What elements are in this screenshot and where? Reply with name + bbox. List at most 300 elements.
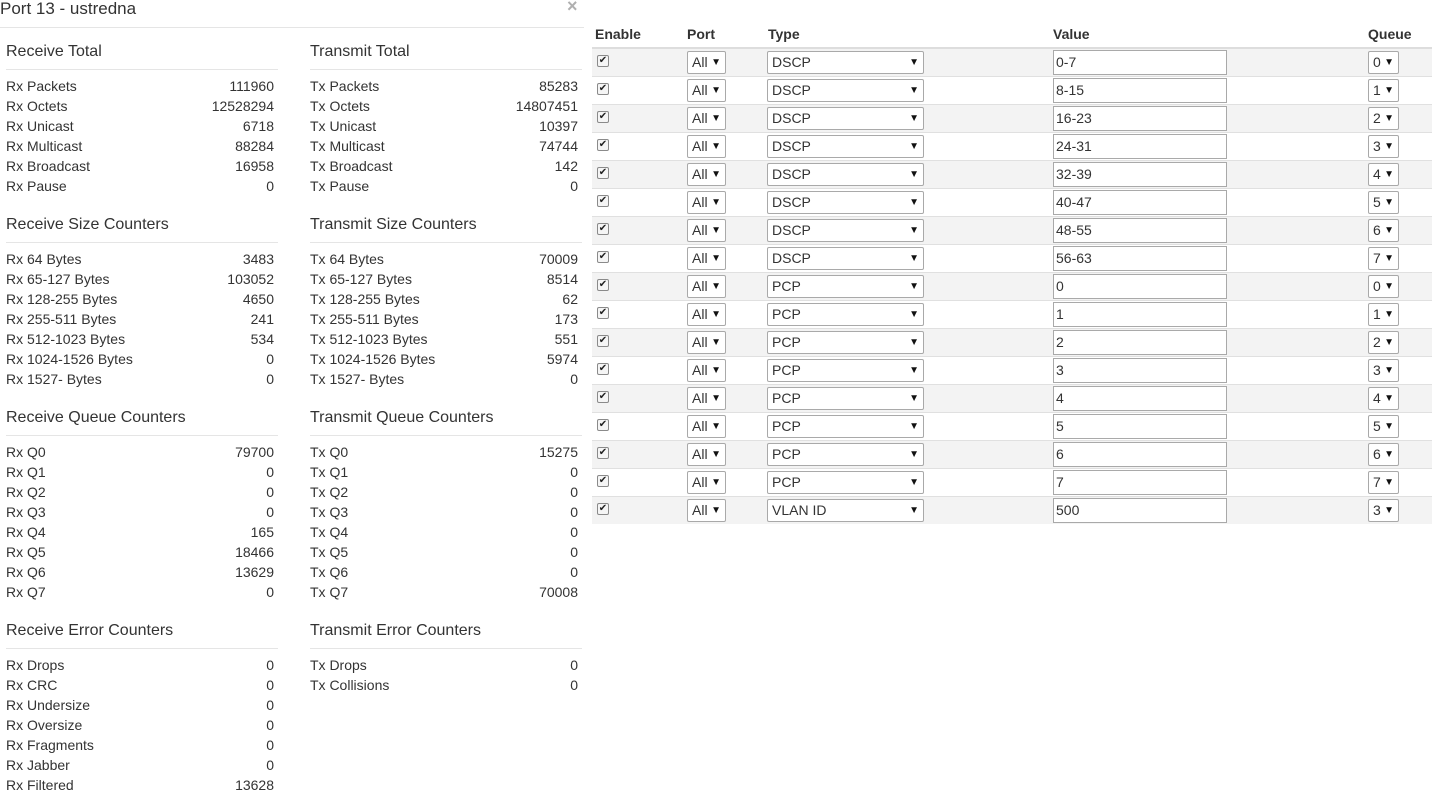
counter-label: Tx Broadcast — [310, 158, 393, 174]
dropdown-arrow-icon: ▼ — [1384, 57, 1394, 68]
counter-label: Tx 128-255 Bytes — [310, 291, 420, 307]
counter-label: Rx Q3 — [6, 504, 46, 520]
section-title: Transmit Total — [310, 42, 582, 70]
counter-row — [310, 442, 578, 462]
counter-value: 13628 — [235, 777, 274, 793]
counter-label: Rx Pause — [6, 178, 67, 194]
queue-select[interactable] — [1368, 163, 1399, 186]
port-select-value: All — [692, 306, 708, 322]
queue-select-value: 5 — [1373, 418, 1381, 434]
counter-row — [6, 76, 274, 96]
counter-value: 15275 — [539, 444, 578, 460]
counter-label: Rx Undersize — [6, 697, 91, 713]
enable-checkbox[interactable]: ✔ — [598, 111, 608, 122]
counter-row — [6, 289, 274, 309]
counter-label: Rx Filtered — [6, 777, 74, 793]
rx-section — [6, 215, 274, 389]
counter-row — [6, 715, 274, 735]
port-select[interactable] — [687, 163, 726, 186]
dropdown-arrow-icon: ▼ — [909, 113, 919, 124]
value-input[interactable]: 48-55 — [1053, 218, 1227, 243]
dropdown-arrow-icon: ▼ — [909, 309, 919, 320]
type-select[interactable] — [767, 499, 924, 522]
queue-select[interactable] — [1368, 79, 1399, 102]
table-row — [592, 468, 1432, 496]
section-title: Receive Error Counters — [6, 621, 278, 649]
table-row — [592, 76, 1432, 104]
dropdown-arrow-icon: ▼ — [711, 85, 721, 96]
dropdown-arrow-icon: ▼ — [909, 197, 919, 208]
enable-checkbox[interactable]: ✔ — [598, 83, 608, 94]
counter-row — [6, 329, 274, 349]
close-icon[interactable]: × — [567, 0, 578, 16]
dropdown-arrow-icon: ▼ — [909, 253, 919, 264]
counter-value: 0 — [570, 564, 578, 580]
dropdown-arrow-icon: ▼ — [711, 169, 721, 180]
port-select[interactable] — [687, 135, 726, 158]
counter-list — [6, 70, 274, 196]
counter-row — [6, 502, 274, 522]
queue-select-value: 6 — [1373, 446, 1381, 462]
dialog-title: Port 13 - ustredna — [0, 0, 137, 18]
enable-checkbox[interactable]: ✔ — [598, 335, 608, 346]
queue-select[interactable] — [1368, 135, 1399, 158]
dropdown-arrow-icon: ▼ — [1384, 421, 1394, 432]
counter-value: 70009 — [539, 251, 578, 267]
type-select[interactable] — [767, 359, 924, 382]
counter-label: Tx Unicast — [310, 118, 377, 134]
counter-list — [310, 70, 578, 196]
queue-select[interactable] — [1368, 107, 1399, 130]
dropdown-arrow-icon: ▼ — [1384, 253, 1394, 264]
enable-checkbox[interactable]: ✔ — [598, 475, 608, 486]
dropdown-arrow-icon: ▼ — [1384, 309, 1394, 320]
port-select[interactable] — [687, 303, 726, 326]
counter-label: Rx Q2 — [6, 484, 46, 500]
type-select-value: PCP — [772, 334, 801, 350]
counter-label: Rx Multicast — [6, 138, 83, 154]
dropdown-arrow-icon: ▼ — [711, 505, 721, 516]
port-select-value: All — [692, 138, 708, 154]
dropdown-arrow-icon: ▼ — [711, 253, 721, 264]
value-input[interactable]: 8-15 — [1053, 78, 1227, 103]
counter-row — [310, 502, 578, 522]
table-row — [592, 356, 1432, 384]
enable-checkbox[interactable]: ✔ — [598, 279, 608, 290]
dropdown-arrow-icon: ▼ — [909, 169, 919, 180]
port-select[interactable] — [687, 359, 726, 382]
port-select[interactable] — [687, 415, 726, 438]
counter-value: 0 — [266, 484, 274, 500]
counter-row — [310, 582, 578, 602]
queue-select-value: 3 — [1373, 502, 1381, 518]
dropdown-arrow-icon: ▼ — [909, 57, 919, 68]
counter-value: 16958 — [235, 158, 274, 174]
value-input[interactable]: 1 — [1053, 302, 1227, 327]
counter-row — [310, 176, 578, 196]
enable-checkbox[interactable]: ✔ — [598, 195, 608, 206]
counter-row — [6, 775, 274, 795]
type-select-value: DSCP — [772, 194, 811, 210]
enable-checkbox[interactable]: ✔ — [598, 363, 608, 374]
enable-checkbox[interactable]: ✔ — [598, 307, 608, 318]
counter-row — [310, 309, 578, 329]
counter-value: 4650 — [242, 291, 274, 307]
enable-checkbox[interactable]: ✔ — [598, 55, 608, 66]
counter-value: 0 — [266, 584, 274, 600]
dropdown-arrow-icon: ▼ — [909, 365, 919, 376]
port-select[interactable] — [687, 471, 726, 494]
counter-row — [6, 462, 274, 482]
dropdown-arrow-icon: ▼ — [711, 141, 721, 152]
queue-select[interactable] — [1368, 191, 1399, 214]
queue-select-value: 0 — [1373, 278, 1381, 294]
counter-value: 12528294 — [211, 98, 274, 114]
dropdown-arrow-icon: ▼ — [909, 337, 919, 348]
type-select-value: DSCP — [772, 54, 811, 70]
enable-checkbox[interactable]: ✔ — [598, 503, 608, 514]
counter-list — [310, 649, 578, 695]
counter-label: Rx Q6 — [6, 564, 46, 580]
type-select[interactable] — [767, 303, 924, 326]
counter-value: 85283 — [539, 78, 578, 94]
table-row — [592, 244, 1432, 272]
table-row — [592, 412, 1432, 440]
counter-label: Tx Q5 — [310, 544, 349, 560]
tx-section — [310, 42, 578, 196]
counter-value: 0 — [266, 178, 274, 194]
counter-value: 534 — [250, 331, 274, 347]
table-row — [592, 49, 1432, 76]
value-input[interactable]: 500 — [1053, 498, 1227, 523]
dropdown-arrow-icon: ▼ — [909, 281, 919, 292]
port-select[interactable] — [687, 107, 726, 130]
type-select-value: DSCP — [772, 222, 811, 238]
type-select[interactable] — [767, 79, 924, 102]
counter-label: Rx 65-127 Bytes — [6, 271, 110, 287]
counter-row — [6, 309, 274, 329]
counter-value: 0 — [570, 178, 578, 194]
port-select-value: All — [692, 418, 708, 434]
type-select[interactable] — [767, 107, 924, 130]
value-input[interactable]: 7 — [1053, 470, 1227, 495]
enable-checkbox[interactable]: ✔ — [598, 447, 608, 458]
counter-value: 0 — [266, 757, 274, 773]
port-select[interactable] — [687, 51, 726, 74]
port-select[interactable] — [687, 275, 726, 298]
counter-label: Rx 1024-1526 Bytes — [6, 351, 133, 367]
counter-row — [310, 522, 578, 542]
counter-value: 0 — [570, 524, 578, 540]
section-title: Receive Total — [6, 42, 278, 70]
counter-value: 5974 — [546, 351, 578, 367]
counter-label: Tx Drops — [310, 657, 367, 673]
dropdown-arrow-icon: ▼ — [711, 365, 721, 376]
header-port: Port — [687, 26, 715, 42]
queue-select[interactable] — [1368, 331, 1399, 354]
title-divider — [0, 27, 584, 28]
counter-value: 0 — [266, 737, 274, 753]
type-select-value: DSCP — [772, 138, 811, 154]
counter-label: Rx Packets — [6, 78, 77, 94]
type-select[interactable] — [767, 415, 924, 438]
type-select[interactable] — [767, 191, 924, 214]
counter-row — [6, 522, 274, 542]
counter-label: Rx Broadcast — [6, 158, 91, 174]
counter-row — [310, 289, 578, 309]
counter-value: 10397 — [539, 118, 578, 134]
queue-select[interactable] — [1368, 359, 1399, 382]
port-select[interactable] — [687, 331, 726, 354]
counter-label: Tx Packets — [310, 78, 380, 94]
counter-label: Tx Octets — [310, 98, 370, 114]
dropdown-arrow-icon: ▼ — [1384, 477, 1394, 488]
counter-value: 0 — [570, 484, 578, 500]
tx-section — [310, 621, 578, 695]
port-select-value: All — [692, 362, 708, 378]
port-select[interactable] — [687, 79, 726, 102]
dropdown-arrow-icon: ▼ — [1384, 169, 1394, 180]
value-input[interactable]: 56-63 — [1053, 246, 1227, 271]
type-select-value: VLAN ID — [772, 502, 827, 518]
counter-value: 6718 — [242, 118, 274, 134]
counter-label: Rx Q7 — [6, 584, 46, 600]
table-row — [592, 188, 1432, 216]
counter-row — [6, 116, 274, 136]
port-select-value: All — [692, 502, 708, 518]
value-input[interactable]: 2 — [1053, 330, 1227, 355]
counter-row — [6, 755, 274, 775]
enable-checkbox[interactable]: ✔ — [598, 139, 608, 150]
table-row — [592, 160, 1432, 188]
queue-select[interactable] — [1368, 247, 1399, 270]
type-select-value: PCP — [772, 278, 801, 294]
counter-value: 0 — [266, 677, 274, 693]
dropdown-arrow-icon: ▼ — [1384, 337, 1394, 348]
header-value: Value — [1053, 26, 1090, 42]
rx-section — [6, 408, 274, 602]
counter-row — [310, 562, 578, 582]
port-select[interactable] — [687, 247, 726, 270]
counter-value: 13629 — [235, 564, 274, 580]
port-select[interactable] — [687, 499, 726, 522]
counter-row — [6, 655, 274, 675]
type-select-value: DSCP — [772, 250, 811, 266]
counter-value: 0 — [570, 677, 578, 693]
counter-label: Rx Q5 — [6, 544, 46, 560]
table-row — [592, 496, 1432, 524]
queue-select[interactable] — [1368, 387, 1399, 410]
enable-checkbox[interactable]: ✔ — [598, 391, 608, 402]
counter-row — [6, 156, 274, 176]
counter-row — [6, 582, 274, 602]
counter-row — [6, 735, 274, 755]
value-input[interactable]: 5 — [1053, 414, 1227, 439]
counter-row — [6, 349, 274, 369]
counter-label: Rx Octets — [6, 98, 68, 114]
counter-label: Rx 128-255 Bytes — [6, 291, 118, 307]
counter-value: 88284 — [235, 138, 274, 154]
queue-select[interactable] — [1368, 471, 1399, 494]
counter-value: 0 — [266, 371, 274, 387]
counter-list — [310, 436, 578, 602]
port-select-value: All — [692, 166, 708, 182]
port-select[interactable] — [687, 191, 726, 214]
type-select[interactable] — [767, 247, 924, 270]
type-select-value: PCP — [772, 362, 801, 378]
type-select[interactable] — [767, 443, 924, 466]
queue-select[interactable] — [1368, 415, 1399, 438]
queue-select-value: 4 — [1373, 166, 1381, 182]
counter-row — [310, 542, 578, 562]
section-title: Transmit Error Counters — [310, 621, 582, 649]
port-select-value: All — [692, 334, 708, 350]
type-select[interactable] — [767, 471, 924, 494]
counter-label: Rx 1527- Bytes — [6, 371, 102, 387]
counter-value: 14807451 — [515, 98, 578, 114]
dropdown-arrow-icon: ▼ — [711, 113, 721, 124]
counter-label: Tx 1527- Bytes — [310, 371, 405, 387]
counter-value: 62 — [562, 291, 578, 307]
dropdown-arrow-icon: ▼ — [711, 225, 721, 236]
counter-value: 79700 — [235, 444, 274, 460]
counter-row — [6, 269, 274, 289]
counter-row — [6, 542, 274, 562]
value-input[interactable]: 0-7 — [1053, 50, 1227, 75]
port-select[interactable] — [687, 219, 726, 242]
queue-select[interactable] — [1368, 275, 1399, 298]
queue-select[interactable] — [1368, 499, 1399, 522]
dropdown-arrow-icon: ▼ — [1384, 505, 1394, 516]
counter-value: 70008 — [539, 584, 578, 600]
value-input[interactable]: 0 — [1053, 274, 1227, 299]
enable-checkbox[interactable]: ✔ — [598, 223, 608, 234]
counter-label: Rx Oversize — [6, 717, 83, 733]
counter-row — [6, 442, 274, 462]
type-select-value: DSCP — [772, 166, 811, 182]
counter-label: Tx Q3 — [310, 504, 349, 520]
counter-row — [310, 655, 578, 675]
queue-select-value: 5 — [1373, 194, 1381, 210]
counter-label: Rx Drops — [6, 657, 65, 673]
queue-select[interactable] — [1368, 303, 1399, 326]
value-input[interactable]: 32-39 — [1053, 162, 1227, 187]
section-title: Transmit Queue Counters — [310, 408, 582, 436]
enable-checkbox[interactable]: ✔ — [598, 419, 608, 430]
queue-select[interactable] — [1368, 51, 1399, 74]
type-select[interactable] — [767, 219, 924, 242]
counter-label: Rx Q4 — [6, 524, 46, 540]
type-select[interactable] — [767, 387, 924, 410]
counter-value: 551 — [554, 331, 578, 347]
table-body — [592, 49, 1432, 524]
counter-label: Tx 1024-1526 Bytes — [310, 351, 436, 367]
counter-row — [6, 695, 274, 715]
counter-label: Tx Pause — [310, 178, 370, 194]
counter-label: Rx 512-1023 Bytes — [6, 331, 126, 347]
dropdown-arrow-icon: ▼ — [1384, 225, 1394, 236]
dropdown-arrow-icon: ▼ — [1384, 197, 1394, 208]
table-row — [592, 272, 1432, 300]
dropdown-arrow-icon: ▼ — [1384, 281, 1394, 292]
type-select[interactable] — [767, 331, 924, 354]
dropdown-arrow-icon: ▼ — [909, 225, 919, 236]
counter-value: 18466 — [235, 544, 274, 560]
counter-row — [6, 369, 274, 389]
dropdown-arrow-icon: ▼ — [711, 197, 721, 208]
counter-value: 0 — [266, 717, 274, 733]
counter-value: 0 — [570, 544, 578, 560]
counter-row — [310, 156, 578, 176]
counter-row — [6, 96, 274, 116]
type-select[interactable] — [767, 51, 924, 74]
counter-label: Tx Collisions — [310, 677, 390, 693]
dropdown-arrow-icon: ▼ — [711, 57, 721, 68]
port-select-value: All — [692, 278, 708, 294]
counter-row — [6, 249, 274, 269]
counter-row — [6, 176, 274, 196]
type-select[interactable] — [767, 135, 924, 158]
tx-section — [310, 215, 578, 389]
value-input[interactable]: 40-47 — [1053, 190, 1227, 215]
counter-row — [310, 249, 578, 269]
queue-select[interactable] — [1368, 219, 1399, 242]
queue-select-value: 1 — [1373, 306, 1381, 322]
port-select[interactable] — [687, 387, 726, 410]
enable-checkbox[interactable]: ✔ — [598, 251, 608, 262]
counter-list — [310, 243, 578, 389]
type-select[interactable] — [767, 163, 924, 186]
port-select-value: All — [692, 474, 708, 490]
counter-value: 0 — [266, 464, 274, 480]
dropdown-arrow-icon: ▼ — [711, 309, 721, 320]
counter-label: Rx Q1 — [6, 464, 46, 480]
counter-label: Tx Q7 — [310, 584, 349, 600]
dropdown-arrow-icon: ▼ — [711, 421, 721, 432]
enable-checkbox[interactable]: ✔ — [598, 167, 608, 178]
port-select[interactable] — [687, 443, 726, 466]
table-row — [592, 216, 1432, 244]
value-input[interactable]: 6 — [1053, 442, 1227, 467]
queue-select-value: 4 — [1373, 390, 1381, 406]
section-title: Receive Size Counters — [6, 215, 278, 243]
type-select-value: PCP — [772, 474, 801, 490]
port-select-value: All — [692, 110, 708, 126]
counter-label: Rx 255-511 Bytes — [6, 311, 117, 327]
counter-value: 0 — [266, 657, 274, 673]
counter-row — [6, 482, 274, 502]
counter-label: Tx Q4 — [310, 524, 349, 540]
queue-select-value: 1 — [1373, 82, 1381, 98]
counter-label: Tx Q6 — [310, 564, 349, 580]
type-select[interactable] — [767, 275, 924, 298]
value-input[interactable]: 3 — [1053, 358, 1227, 383]
counter-value: 0 — [266, 697, 274, 713]
value-input[interactable]: 24-31 — [1053, 134, 1227, 159]
value-input[interactable]: 4 — [1053, 386, 1227, 411]
counter-list — [6, 243, 274, 389]
counter-list — [6, 649, 274, 795]
header-type: Type — [768, 26, 800, 42]
dropdown-arrow-icon: ▼ — [1384, 393, 1394, 404]
dropdown-arrow-icon: ▼ — [711, 449, 721, 460]
header-enable: Enable — [595, 26, 641, 42]
queue-select[interactable] — [1368, 443, 1399, 466]
value-input[interactable]: 16-23 — [1053, 106, 1227, 131]
queue-select-value: 7 — [1373, 250, 1381, 266]
counter-row — [310, 116, 578, 136]
counter-label: Tx Q1 — [310, 464, 349, 480]
